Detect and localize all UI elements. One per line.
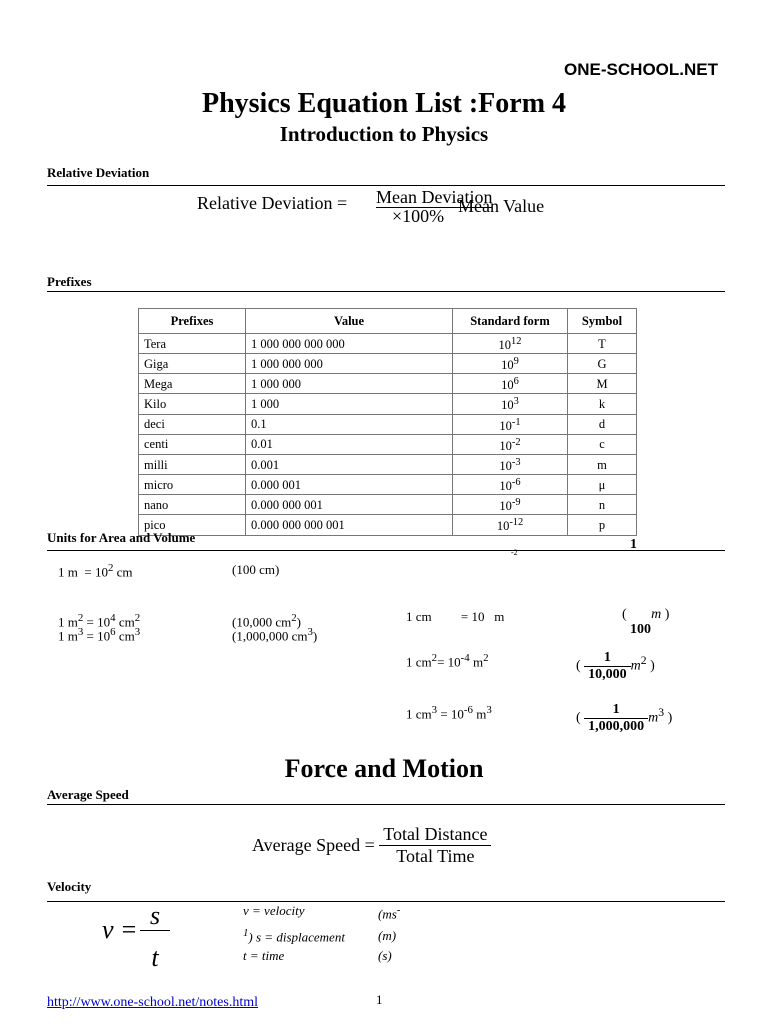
column-header: Symbol [568,309,637,334]
prefix-standard-form: $10^{-2}$ [453,434,568,454]
section-title-force-motion: Force and Motion [284,754,484,783]
table-row [139,495,637,515]
table-row [139,434,637,454]
time-definition: t = time [243,948,285,963]
prefix-standard-form: $10^{-9}$ [453,495,568,515]
relative-deviation-denominator: Mean Value [458,196,545,216]
prefix-value: 0.000 000 000 001 [246,515,453,535]
table-row [139,374,637,394]
displacement-definition: $^1$) s = displacement [243,927,345,945]
column-header: Value [246,309,453,334]
displacement-unit: (m) [378,928,397,943]
fraction-one-label: 1 [630,537,637,552]
page-title: Physics Equation List :Form 4 [201,88,567,119]
prefix-name: Mega [139,374,246,394]
unit-row-1cm2-fraction: ( $\frac{1}{10,000}$ $m^2$ ) [576,650,655,682]
prefix-name: deci [139,414,246,434]
unit-row-1cm3-fraction: ( $\frac{1}{1,000,000}$ $m^3$ ) [576,702,673,734]
prefix-standard-form: $10^9$ [453,354,568,374]
page-number: 1 [376,992,383,1007]
prefix-name: Tera [139,334,246,354]
prefix-standard-form: $10^{-6}$ [453,475,568,495]
prefix-standard-form: $10^3$ [453,394,568,414]
prefix-symbol: M [568,374,637,394]
unit-row-1m: 1 $m = 10^2$ cm [58,562,133,580]
prefixes-table [138,308,637,536]
prefix-name: milli [139,454,246,474]
unit-row-1cm-denominator: 100 [630,622,651,637]
prefix-symbol: k [568,394,637,414]
prefix-value: 0.000 001 [246,475,453,495]
average-speed-equation: Average Speed = $\frac{\text{Total Distance}}{\text{Total Time}}$ [252,824,491,867]
section-velocity: Velocity [47,879,92,894]
table-row [139,414,637,434]
prefix-symbol: G [568,354,637,374]
footer-link[interactable]: http://www.one-school.net/notes.html [47,995,259,1010]
prefix-value: 0.000 000 001 [246,495,453,515]
unit-row-1cm-paren: ( m ) [622,607,670,622]
unit-row-1m-note: (100 cm) [232,562,280,577]
section-average-speed: Average Speed [47,787,129,802]
table-row [139,475,637,495]
prefix-value: 1 000 [246,394,453,414]
prefix-value: 1 000 000 [246,374,453,394]
table-row [139,515,637,535]
prefix-value: 0.01 [246,434,453,454]
relative-deviation-lhs: Relative Deviation = [197,193,348,213]
time-unit: (s) [378,948,392,963]
relative-deviation-factor: ×100% [392,206,445,226]
prefix-value: 1 000 000 000 [246,354,453,374]
divider [47,291,725,292]
unit-row-1m2: 1 $m^2 = 10^4$ $cm^2$ [58,612,141,630]
unit-row-1m2-note: (10,000 $cm^2$) [232,612,301,630]
prefix-symbol: p [568,515,637,535]
prefix-name: pico [139,515,246,535]
unit-row-1cm: 1 cm = 10 m [406,609,505,624]
prefix-symbol: c [568,434,637,454]
unit-row-1m3: 1 $m^3 = 10^6$ $cm^3$ [58,626,141,644]
prefix-name: centi [139,434,246,454]
exponent-label: -2 [511,548,518,557]
prefix-standard-form: $10^{-1}$ [453,414,568,434]
prefix-name: micro [139,475,246,495]
prefix-standard-form: $10^{-3}$ [453,454,568,474]
prefix-value: 0.1 [246,414,453,434]
site-name: ONE-SCHOOL.NET [564,60,718,79]
prefix-name: Giga [139,354,246,374]
unit-row-1cm3: 1 $cm^3 = 10^{-6}$ $m^3$ [406,704,492,722]
velocity-denominator: t [151,943,159,972]
section-units: Units for Area and Volume [47,530,196,545]
table-row [139,354,637,374]
page-subtitle: Introduction to Physics [279,122,489,146]
table-row [139,394,637,414]
prefix-name: Kilo [139,394,246,414]
prefix-standard-form: $10^{-12}$ [453,515,568,535]
prefix-symbol: n [568,495,637,515]
velocity-definition: v = velocity [243,903,305,918]
table-row [139,454,637,474]
prefix-standard-form: $10^6$ [453,374,568,394]
table-header-row [139,309,637,334]
section-prefixes: Prefixes [47,274,92,289]
prefix-symbol: m [568,454,637,474]
prefix-value: 1 000 000 000 000 [246,334,453,354]
column-header: Standard form [453,309,568,334]
velocity-symbol: v = [102,915,138,944]
prefix-standard-form: $10^{12}$ [453,334,568,354]
divider [47,804,725,805]
divider [47,550,725,551]
velocity-unit: (ms- [378,904,401,922]
prefix-name: nano [139,495,246,515]
velocity-numerator: s [140,902,170,931]
prefix-symbol: d [568,414,637,434]
prefix-value: 0.001 [246,454,453,474]
table-row [139,334,637,354]
divider [47,185,725,186]
section-relative-deviation: Relative Deviation [47,165,150,180]
prefix-symbol: T [568,334,637,354]
column-header: Prefixes [139,309,246,334]
unit-row-1cm2: 1 $cm^2= 10^{-4}$ $m^2$ [406,652,489,670]
unit-row-1m3-note: (1,000,000 $cm^3$) [232,626,318,644]
relative-deviation-numerator: Mean Deviation [376,187,493,207]
prefix-symbol: μ [568,475,637,495]
